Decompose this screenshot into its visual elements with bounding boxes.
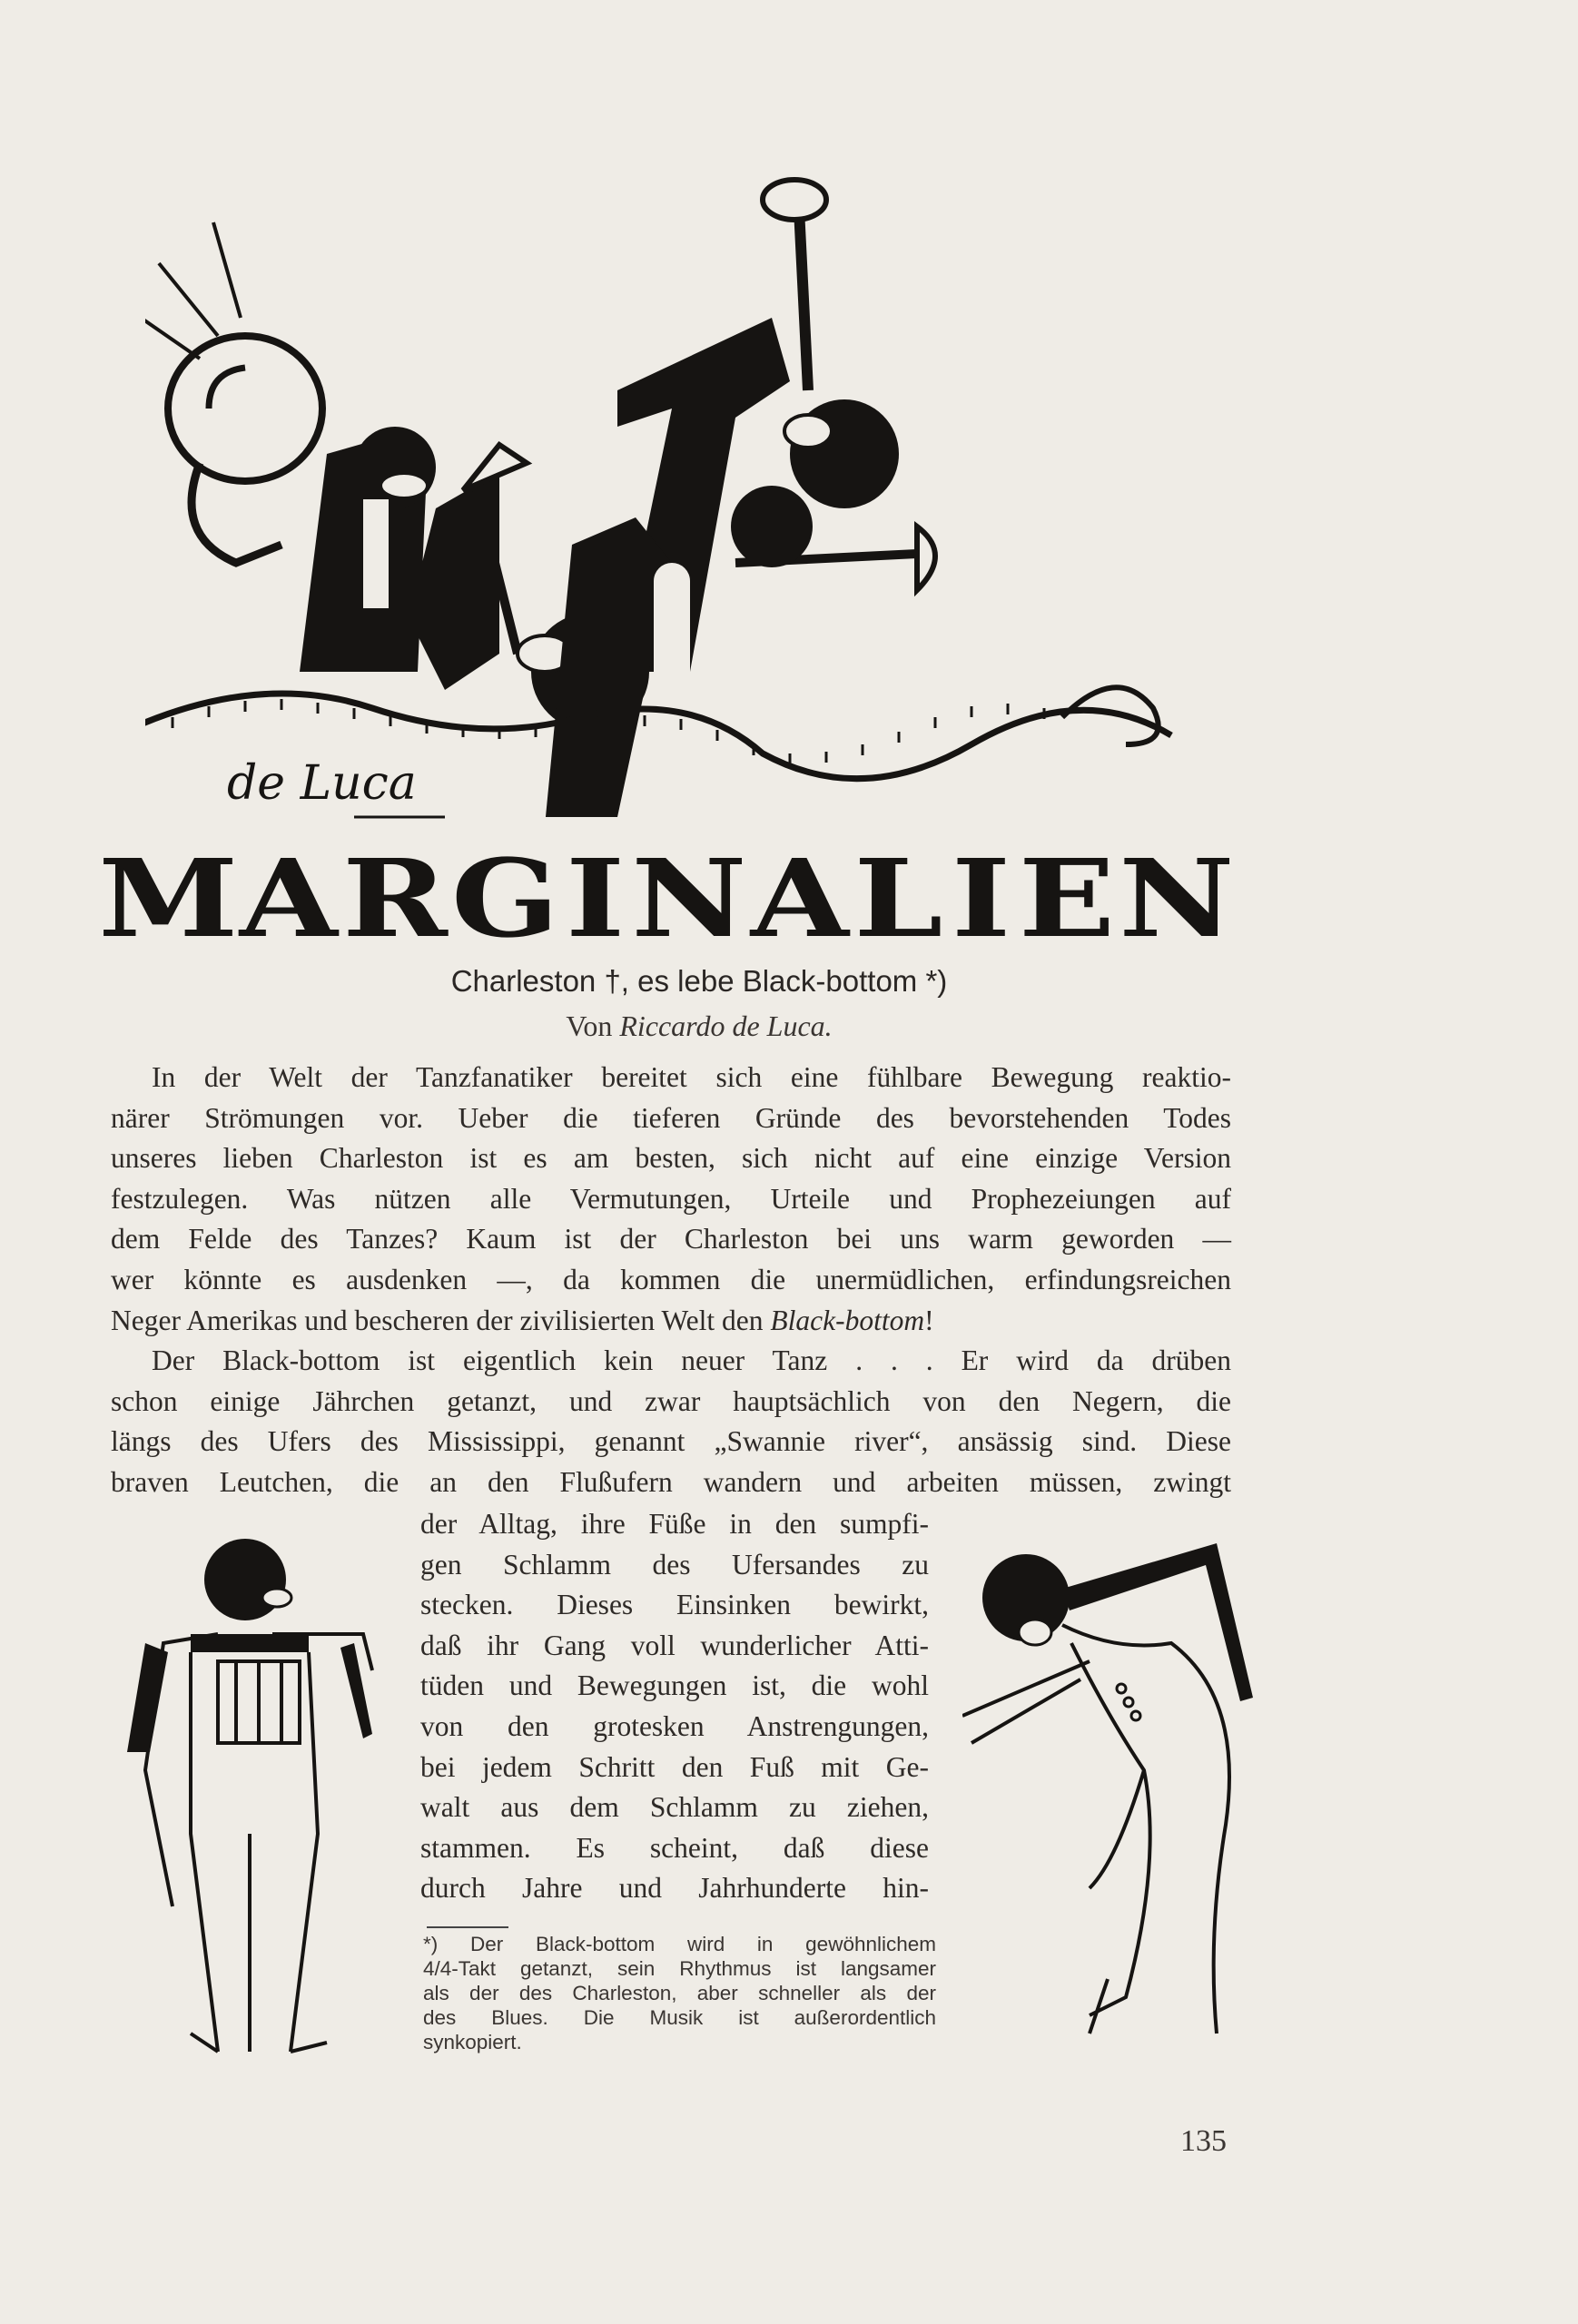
footnote-line: 4/4-Takt getanzt, sein Rhythmus ist langsamer (423, 1957, 936, 1980)
text-line: walt aus dem Schlamm zu ziehen, (420, 1791, 929, 1824)
article-byline (381, 1009, 1017, 1043)
text-line: braven Leutchen, die an den Flußufern wandern und arbeiten müssen, zwingt (111, 1465, 1231, 1498)
text-line: wer könnte es ausdenken —, da kommen die unermüdlichen, erfindungsreichen (111, 1263, 1231, 1295)
footnote-line: synkopiert. (423, 2031, 522, 2053)
masthead-letter: A (240, 835, 339, 961)
text-span: ! (924, 1304, 934, 1336)
masthead-letter: A (750, 835, 849, 961)
masthead-title (98, 835, 1235, 961)
byline-author: Riccardo de Luca. (619, 1009, 833, 1042)
narrow-column (420, 1504, 929, 1909)
right-dancer-illustration (962, 1525, 1353, 2052)
artist-signature (218, 744, 463, 826)
masthead-letter: I (566, 835, 626, 961)
footnote-rule (427, 1926, 508, 1928)
masthead-letter: L (854, 835, 943, 961)
text-line: durch Jahre und Jahrhunderte hin- (420, 1872, 929, 1905)
text-line: stammen. Es scheint, daß diese (420, 1831, 929, 1864)
jazz-band-illustration (145, 163, 1189, 817)
masthead-letter: N (631, 835, 747, 961)
masthead-letter: G (450, 835, 559, 961)
text-line: Der Black-bottom ist eigentlich kein neuer Tanz . . . Er wird da drüben (152, 1344, 1231, 1376)
text-line: In der Welt der Tanzfanatiker bereitet sich eine fühlbare Bewegung reaktio- (152, 1061, 1231, 1093)
text-span: Neger Amerikas und bescheren der zivilisierten Welt den (111, 1304, 771, 1336)
paragraph-1 (111, 1058, 1231, 1341)
footnote (423, 1932, 936, 2054)
text-line: daß ihr Gang voll wunderlicher Atti- (420, 1629, 929, 1661)
masthead-letter: R (342, 835, 448, 961)
masthead-letter: I (952, 835, 1011, 961)
text-line: festzulegen. Was nützen alle Vermutungen, Urteile und Prophezeiungen auf (111, 1182, 1231, 1215)
paragraph-2 (111, 1341, 1231, 1502)
text-line: tüden und Bewegungen ist, die wohl (420, 1669, 929, 1702)
byline-prefix: Von (566, 1009, 620, 1042)
text-line: närer Strömungen vor. Ueber die tieferen Gründe des bevorstehenden Todes (111, 1101, 1231, 1134)
masthead-letter: N (1119, 835, 1235, 961)
text-line: bei jedem Schritt den Fuß mit Ge- (420, 1750, 929, 1783)
text-line: unseres lieben Charleston ist es am besten, sich nicht auf eine einzige Version (111, 1142, 1231, 1175)
italic-term: Black-bottom (770, 1304, 925, 1336)
text-line: von den grotesken Anstrengungen, (420, 1709, 929, 1742)
text-line: dem Felde des Tanzes? Kaum ist der Charleston bei uns warm geworden — (111, 1223, 1231, 1256)
masthead-letter: M (98, 835, 239, 961)
text-line: stecken. Dieses Einsinken bewirkt, (420, 1589, 929, 1621)
footnote-line: *) Der Black-bottom wird in gewöhnlichem (423, 1933, 936, 1955)
text-line: gen Schlamm des Ufersandes zu (420, 1548, 929, 1581)
footnote-line: des Blues. Die Musik ist außerordentlich (423, 2006, 936, 2029)
text-line: längs des Ufers des Mississippi, genannt „Swannie river“, ansässig sind. Diese (111, 1425, 1231, 1458)
masthead-letter: E (1019, 835, 1116, 961)
footnote-line: als der des Charleston, aber schneller als der (423, 1982, 936, 2004)
text-line: schon einige Jährchen getanzt, und zwar hauptsächlich von den Negern, die (111, 1384, 1231, 1417)
text-line: der Alltag, ihre Füße in den sumpfi- (420, 1508, 929, 1540)
page-number: 135 (1180, 2124, 1227, 2158)
text-line (111, 1301, 1231, 1342)
svg-text:de Luca: de Luca (227, 756, 417, 811)
article-subtitle: Charleston †, es lebe Black-bottom *) (450, 964, 948, 998)
left-dancer-illustration (91, 1525, 399, 2070)
